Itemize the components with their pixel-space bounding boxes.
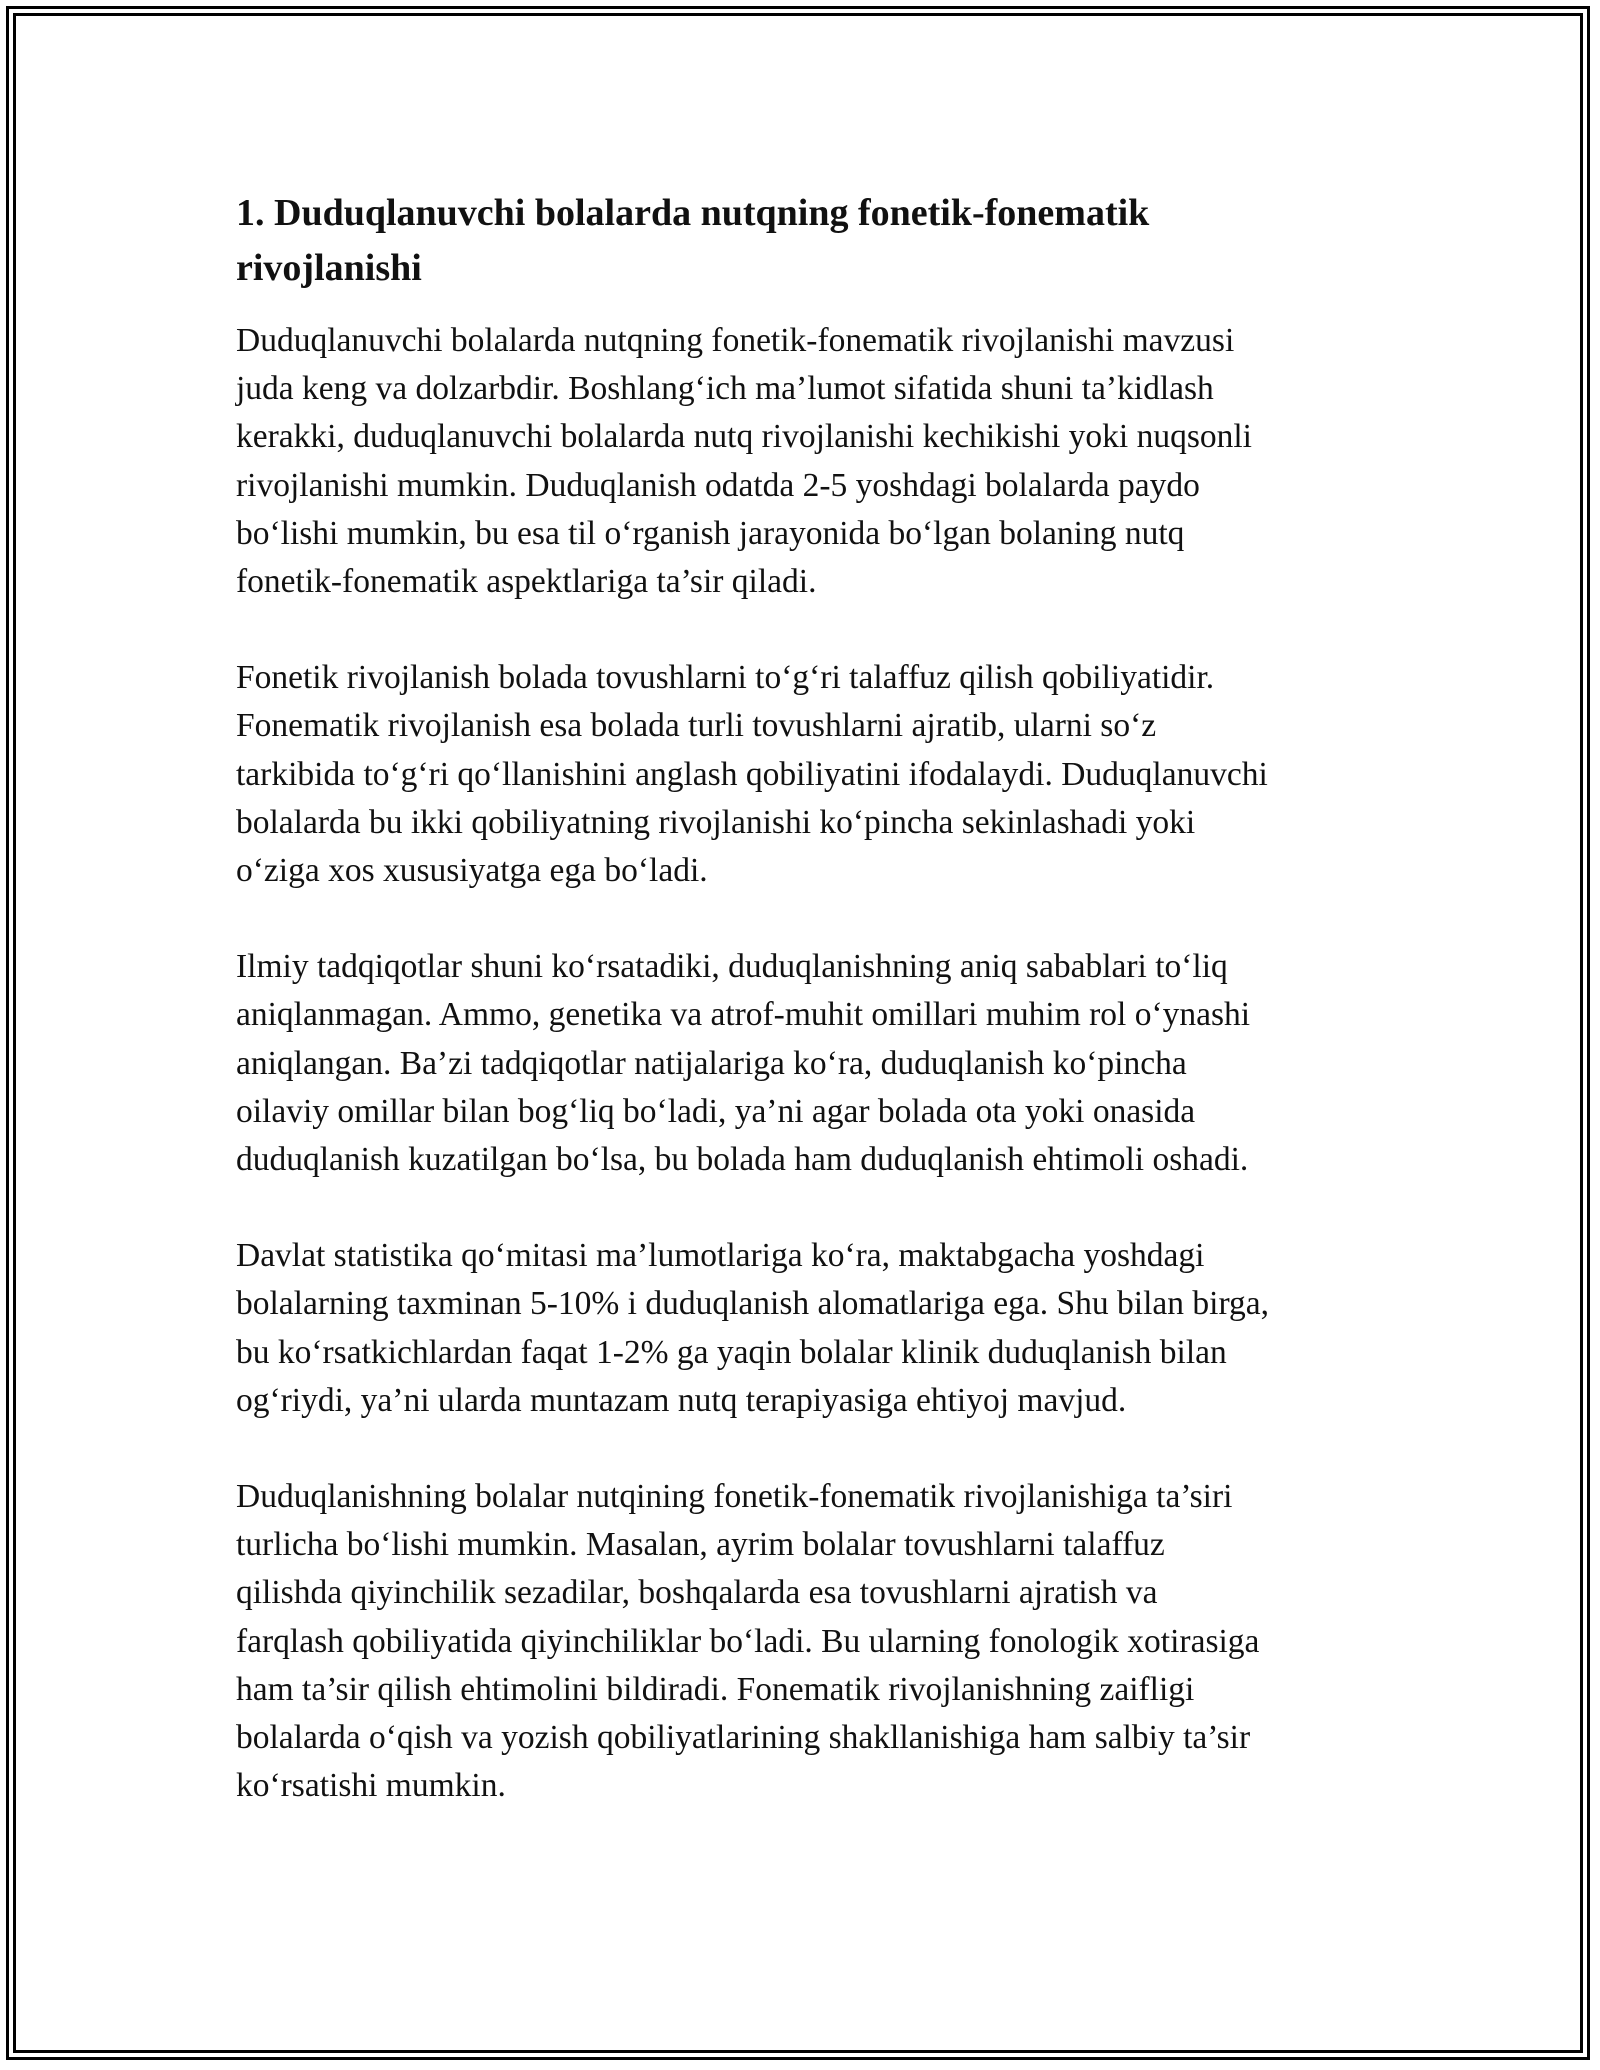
heading-line: rivojlanishi	[236, 247, 422, 289]
paragraph-research	[236, 943, 1386, 1184]
text-line: Ilmiy tadqiqotlar shuni ko‘rsatadiki, duduqlanishning aniq sabablari to‘liq	[236, 948, 1228, 986]
text-line: rivojlanishi mumkin. Duduqlanish odatda 2-5 yoshdagi bolalarda paydo	[236, 466, 1200, 504]
text-line: bo‘lishi mumkin, bu esa til o‘rganish jarayonida bo‘lgan bolaning nutq	[236, 514, 1185, 552]
text-line: aniqlangan. Ba’zi tadqiqotlar natijalariga ko‘ra, duduqlanish ko‘pincha	[236, 1044, 1187, 1082]
text-line: ko‘rsatishi mumkin.	[236, 1767, 506, 1805]
heading-line: 1. Duduqlanuvchi bolalarda nutqning fonetik-fonematik	[236, 192, 1150, 234]
text-line: bolalarning taxminan 5-10% i duduqlanish alomatlariga ega. Shu bilan birga,	[236, 1285, 1269, 1323]
text-line: fonetik-fonematik aspektlariga ta’sir qiladi.	[236, 563, 817, 601]
text-line: farqlash qobiliyatida qiyinchiliklar bo‘ladi. Bu ularning fonologik xotirasiga	[236, 1622, 1260, 1660]
paragraph-effects	[236, 1473, 1386, 1810]
text-line: oilaviy omillar bilan bog‘liq bo‘ladi, ya’ni agar bolada ota yoki onasida	[236, 1092, 1196, 1130]
text-line: turlicha bo‘lishi mumkin. Masalan, ayrim bolalar tovushlarni talaffuz	[236, 1526, 1165, 1564]
text-line: Davlat statistika qo‘mitasi ma’lumotlariga ko‘ra, maktabgacha yoshdagi	[236, 1237, 1205, 1275]
text-line: kerakki, duduqlanuvchi bolalarda nutq rivojlanishi kechikishi yoki nuqsonli	[236, 418, 1252, 456]
text-line: duduqlanish kuzatilgan bo‘lsa, bu bolada ham duduqlanish ehtimoli oshadi.	[236, 1141, 1249, 1179]
text-line: juda keng va dolzarbdir. Boshlang‘ich ma’lumot sifatida shuni ta’kidlash	[236, 370, 1214, 408]
paragraph-intro	[236, 317, 1386, 606]
paragraph-statistics	[236, 1232, 1386, 1425]
text-line: bu ko‘rsatkichlardan faqat 1-2% ga yaqin bolalar klinik duduqlanish bilan	[236, 1333, 1227, 1371]
text-line: bolalarda bu ikki qobiliyatning rivojlanishi ko‘pincha sekinlashadi yoki	[236, 803, 1196, 841]
text-line: aniqlanmagan. Ammo, genetika va atrof-muhit omillari muhim rol o‘ynashi	[236, 996, 1251, 1034]
text-line: o‘ziga xos xususiyatga ega bo‘ladi.	[236, 852, 708, 890]
text-line: ham ta’sir qilish ehtimolini bildiradi. Fonematik rivojlanishning zaifligi	[236, 1670, 1195, 1708]
text-line: og‘riydi, ya’ni ularda muntazam nutq terapiyasiga ehtiyoj mavjud.	[236, 1381, 1127, 1419]
document-body	[236, 186, 1386, 1858]
text-line: bolalarda o‘qish va yozish qobiliyatlarining shakllanishiga ham salbiy ta’sir	[236, 1719, 1251, 1757]
text-line: Fonematik rivojlanish esa bolada turli tovushlarni ajratib, ularni so‘z	[236, 707, 1157, 745]
text-line: tarkibida to‘g‘ri qo‘llanishini anglash qobiliyatini ifodalaydi. Duduqlanuvchi	[236, 755, 1268, 793]
text-line: Fonetik rivojlanish bolada tovushlarni to‘g‘ri talaffuz qilish qobiliyatidir.	[236, 659, 1215, 697]
paragraph-phonetic-development	[236, 654, 1386, 895]
text-line: Duduqlanuvchi bolalarda nutqning fonetik-fonematik rivojlanishi mavzusi	[236, 322, 1235, 359]
text-line: qilishda qiyinchilik sezadilar, boshqalarda esa tovushlarni ajratish va	[236, 1574, 1158, 1612]
text-line: Duduqlanishning bolalar nutqining fonetik-fonematik rivojlanishiga ta’siri	[236, 1478, 1233, 1516]
section-heading	[236, 186, 1386, 296]
